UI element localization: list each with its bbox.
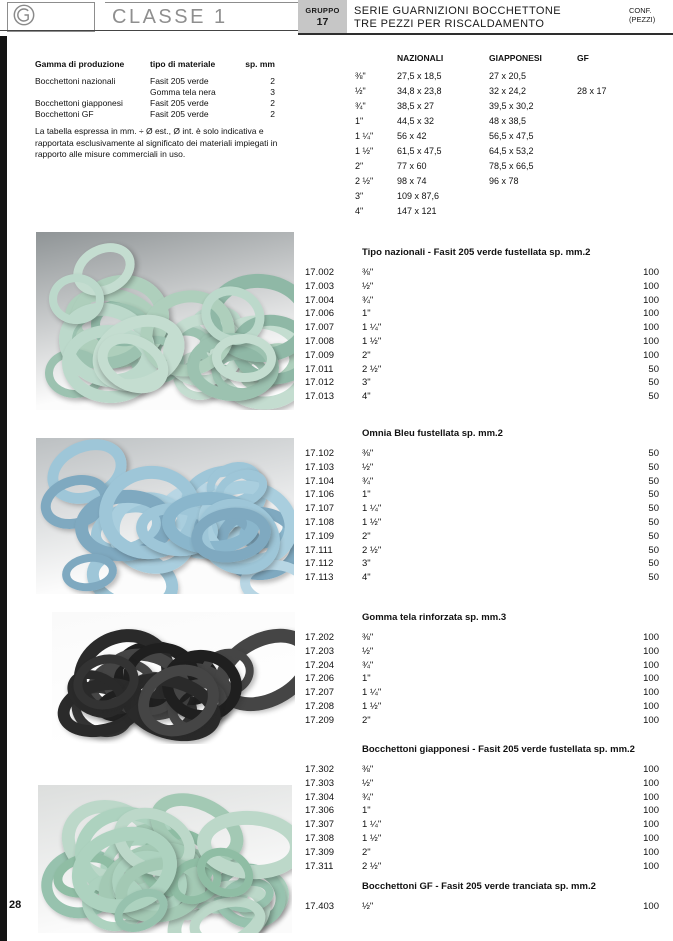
dimensions-table-header — [345, 52, 663, 64]
product-size: 1" — [362, 805, 371, 817]
product-qty: 100 — [643, 659, 659, 671]
dimensions-table-rows — [345, 69, 663, 219]
header-rule-left — [0, 30, 298, 31]
dimension-row — [345, 99, 663, 114]
product-code: 17.006 — [305, 308, 335, 320]
product-code: 17.306 — [305, 805, 335, 817]
production-row — [35, 76, 275, 87]
product-qty: 100 — [643, 819, 659, 831]
dimension-row — [345, 204, 663, 219]
product-code: 17.206 — [305, 673, 335, 685]
col-gf: GF — [577, 53, 589, 63]
product-row — [305, 530, 659, 544]
product-photo-gomma-nera — [52, 612, 295, 744]
product-qty: 100 — [643, 901, 659, 912]
col-tipo-di-materiale: tipo di materiale — [150, 59, 216, 69]
product-size: ½" — [362, 280, 374, 292]
section-rows — [305, 447, 659, 585]
dim-giapponesi: 96 x 78 — [489, 176, 519, 186]
dimension-row — [345, 114, 663, 129]
dim-size: ⅜" — [355, 71, 366, 81]
product-size: ½" — [362, 645, 374, 657]
dim-size: 2 ½" — [355, 176, 374, 186]
dim-nazionali: 77 x 60 — [397, 161, 427, 171]
production-sp: 2 — [270, 76, 275, 86]
product-qty: 50 — [648, 530, 659, 542]
section-title: Gomma tela rinforzata sp. mm.3 — [362, 612, 507, 623]
production-row — [35, 98, 275, 109]
product-code: 17.007 — [305, 322, 335, 334]
production-materiale: Fasit 205 verde — [150, 76, 209, 86]
product-code: 17.009 — [305, 349, 335, 361]
dim-giapponesi: 27 x 20,5 — [489, 71, 527, 81]
product-size: 1 ½" — [362, 335, 382, 347]
section-title: Bocchettoni giapponesi - Fasit 205 verde fustellata sp. mm.2 — [362, 744, 635, 755]
product-row — [305, 516, 659, 530]
product-photo-giapponesi-verde — [38, 785, 292, 933]
product-size: 3" — [362, 377, 371, 389]
section-title: Tipo nazionali - Fasit 205 verde fustellata sp. mm.2 — [362, 247, 591, 258]
section-rows — [305, 266, 659, 404]
product-qty: 100 — [643, 645, 659, 657]
product-qty: 100 — [643, 673, 659, 685]
production-materiale: Gomma tela nera — [150, 87, 216, 97]
dim-gf — [577, 189, 637, 204]
product-code: 17.203 — [305, 645, 335, 657]
dim-giapponesi: 56,5 x 47,5 — [489, 131, 534, 141]
production-materiale: Fasit 205 verde — [150, 98, 209, 108]
product-code: 17.106 — [305, 489, 335, 501]
product-qty: 100 — [643, 700, 659, 712]
product-row — [305, 846, 659, 860]
dimension-row — [345, 144, 663, 159]
dimension-row — [345, 159, 663, 174]
product-qty: 100 — [643, 777, 659, 789]
table-note: La tabella espressa in mm. ÷ Ø est., Ø int. è solo indicativa e rapportata esclusivamente al significato dei materiali impiegati in rapporto alle misure commerciali in uso. — [35, 126, 278, 159]
product-row — [305, 544, 659, 558]
product-row — [305, 307, 659, 321]
product-size: ⅜" — [362, 267, 374, 278]
product-qty: 100 — [643, 687, 659, 699]
product-size: 1 ¼" — [362, 322, 382, 334]
product-code: 17.307 — [305, 819, 335, 831]
product-row — [305, 777, 659, 791]
gruppo-number: 17 — [316, 16, 329, 28]
product-size: 2 ½" — [362, 363, 382, 375]
section-title: Bocchettoni GF - Fasit 205 verde tranciata sp. mm.2 — [362, 881, 596, 892]
section-rows — [305, 900, 659, 914]
product-size: 1" — [362, 308, 371, 320]
production-sp: 3 — [270, 87, 275, 97]
dim-giapponesi: 78,5 x 66,5 — [489, 161, 534, 171]
dim-nazionali: 27,5 x 18,5 — [397, 71, 442, 81]
dimension-row — [345, 84, 663, 99]
product-code: 17.107 — [305, 503, 335, 515]
product-qty: 100 — [643, 846, 659, 858]
product-row — [305, 900, 659, 914]
product-qty: 100 — [643, 308, 659, 320]
product-qty: 100 — [643, 267, 659, 278]
product-qty: 100 — [643, 632, 659, 643]
product-photo-omnia-bleu — [36, 438, 294, 594]
product-qty: 100 — [643, 860, 659, 872]
production-sp: 2 — [270, 109, 275, 119]
dim-gf — [577, 204, 637, 219]
product-size: 2" — [362, 714, 371, 726]
product-code: 17.002 — [305, 267, 335, 278]
gruppo-badge — [298, 0, 347, 33]
product-code: 17.103 — [305, 461, 335, 473]
product-size: 2 ½" — [362, 544, 382, 556]
dim-giapponesi: 64,5 x 53,2 — [489, 146, 534, 156]
gasket-ring — [49, 274, 104, 324]
company-logo-icon — [12, 3, 36, 32]
product-code: 17.112 — [305, 558, 334, 570]
dim-nazionali: 56 x 42 — [397, 131, 427, 141]
product-qty: 50 — [648, 377, 659, 389]
gruppo-label: GRUPPO — [305, 6, 340, 15]
product-section-giapponesi — [305, 744, 659, 873]
product-code: 17.109 — [305, 530, 335, 542]
product-code: 17.303 — [305, 777, 335, 789]
production-gamma — [35, 87, 150, 98]
product-size: ⅜" — [362, 632, 374, 643]
product-qty: 100 — [643, 805, 659, 817]
dim-size: ¾" — [355, 101, 366, 111]
product-size: 1" — [362, 489, 371, 501]
production-materiale: Fasit 205 verde — [150, 109, 209, 119]
series-title-line1: SERIE GUARNIZIONI BOCCHETTONE — [354, 5, 561, 17]
product-qty: 50 — [648, 363, 659, 375]
company-logo — [7, 2, 95, 32]
product-row — [305, 447, 659, 461]
product-code: 17.302 — [305, 764, 335, 775]
series-title-line2: TRE PEZZI PER RISCALDAMENTO — [354, 18, 545, 30]
product-row — [305, 363, 659, 377]
dim-nazionali: 34,8 x 23,8 — [397, 86, 442, 96]
dimensions-table — [345, 52, 663, 219]
section-rows — [305, 631, 659, 728]
product-qty: 50 — [648, 516, 659, 528]
product-size: 1 ½" — [362, 516, 382, 528]
product-qty: 50 — [648, 489, 659, 501]
product-qty: 100 — [643, 764, 659, 775]
product-qty: 50 — [648, 503, 659, 515]
product-section-nazionali — [305, 247, 659, 404]
product-row — [305, 376, 659, 390]
product-size: 2" — [362, 349, 371, 361]
product-row — [305, 488, 659, 502]
production-gamma: Bocchettoni nazionali — [35, 76, 116, 86]
product-size: 2" — [362, 846, 371, 858]
product-qty: 50 — [648, 461, 659, 473]
product-size: 1 ¼" — [362, 503, 382, 515]
product-row — [305, 266, 659, 280]
product-qty: 100 — [643, 322, 659, 334]
product-row — [305, 335, 659, 349]
section-title: Omnia Bleu fustellata sp. mm.2 — [362, 428, 503, 439]
product-code: 17.207 — [305, 687, 335, 699]
dim-nazionali: 109 x 87,6 — [397, 191, 440, 201]
series-title — [354, 5, 561, 31]
col-giapponesi: GIAPPONESI — [489, 53, 542, 63]
product-code: 17.204 — [305, 659, 335, 671]
dim-gf — [577, 144, 637, 159]
product-code: 17.104 — [305, 475, 335, 487]
product-code: 17.309 — [305, 846, 335, 858]
product-size: 1 ½" — [362, 832, 382, 844]
dimension-row — [345, 129, 663, 144]
dim-size: 1 ¼" — [355, 131, 374, 141]
dim-gf — [577, 129, 637, 144]
product-size: ½" — [362, 901, 374, 912]
product-row — [305, 502, 659, 516]
product-qty: 100 — [643, 714, 659, 726]
conf-header-line1: CONF. — [629, 6, 652, 15]
dim-gf — [577, 99, 637, 114]
product-qty: 100 — [643, 280, 659, 292]
product-photo-nazionali-verde — [36, 232, 294, 410]
product-row — [305, 645, 659, 659]
product-qty: 100 — [643, 335, 659, 347]
dim-giapponesi: 32 x 24,2 — [489, 86, 527, 96]
product-size: ⅜" — [362, 448, 374, 459]
product-row — [305, 686, 659, 700]
dim-size: 2" — [355, 161, 364, 171]
product-qty: 50 — [648, 475, 659, 487]
dimension-row — [345, 69, 663, 84]
product-row — [305, 631, 659, 645]
product-row — [305, 672, 659, 686]
dim-nazionali: 147 x 121 — [397, 206, 437, 216]
product-row — [305, 832, 659, 846]
product-row — [305, 349, 659, 363]
product-qty: 50 — [648, 558, 659, 570]
production-gamma: Bocchettoni GF — [35, 109, 94, 119]
product-size: ¾" — [362, 791, 374, 803]
product-size: 2" — [362, 530, 371, 542]
col-gamma-di-produzione: Gamma di produzione — [35, 59, 125, 69]
section-rows — [305, 763, 659, 873]
product-section-omnia-bleu — [305, 428, 659, 585]
product-code: 17.208 — [305, 700, 335, 712]
product-qty: 100 — [643, 294, 659, 306]
dimension-row — [345, 189, 663, 204]
col-nazionali: NAZIONALI — [397, 53, 444, 63]
production-row — [35, 87, 275, 98]
product-row — [305, 571, 659, 585]
product-code: 17.311 — [305, 860, 334, 872]
production-table — [35, 58, 275, 120]
dim-size: 3" — [355, 191, 364, 201]
page-number: 28 — [9, 899, 22, 911]
dim-gf — [577, 69, 637, 84]
dim-gf — [577, 114, 637, 129]
dim-nazionali: 61,5 x 47,5 — [397, 146, 442, 156]
dim-giapponesi — [489, 204, 577, 219]
header-rule-right — [298, 33, 673, 35]
product-code: 17.209 — [305, 714, 335, 726]
product-row — [305, 714, 659, 728]
dim-size: 1 ½" — [355, 146, 374, 156]
product-code: 17.403 — [305, 901, 335, 912]
product-code: 17.304 — [305, 791, 335, 803]
product-row — [305, 763, 659, 777]
product-row — [305, 818, 659, 832]
dim-gf — [577, 159, 637, 174]
product-code: 17.111 — [305, 544, 333, 556]
product-row — [305, 294, 659, 308]
product-code: 17.013 — [305, 391, 335, 403]
product-code: 17.011 — [305, 363, 334, 375]
product-qty: 50 — [648, 448, 659, 459]
product-row — [305, 280, 659, 294]
production-row — [35, 109, 275, 120]
dim-nazionali: 44,5 x 32 — [397, 116, 435, 126]
production-table-header — [35, 58, 275, 70]
product-row — [305, 659, 659, 673]
product-code: 17.108 — [305, 516, 335, 528]
product-section-gomma-tela — [305, 612, 659, 728]
product-size: 4" — [362, 391, 371, 403]
col-size-spacer — [345, 52, 397, 64]
production-sp: 2 — [270, 98, 275, 108]
product-row — [305, 475, 659, 489]
product-code: 17.003 — [305, 280, 335, 292]
product-code: 17.202 — [305, 632, 335, 643]
product-qty: 100 — [643, 832, 659, 844]
product-row — [305, 321, 659, 335]
product-size: ½" — [362, 777, 374, 789]
product-size: ¾" — [362, 659, 374, 671]
dim-gf: 28 x 17 — [577, 86, 607, 96]
product-qty: 100 — [643, 791, 659, 803]
dim-nazionali: 38,5 x 27 — [397, 101, 435, 111]
product-qty: 50 — [648, 572, 659, 584]
dim-giapponesi — [489, 189, 577, 204]
product-size: ¾" — [362, 294, 374, 306]
left-edge-bar — [0, 36, 7, 941]
product-code: 17.012 — [305, 377, 335, 389]
product-row — [305, 700, 659, 714]
product-size: 1 ½" — [362, 700, 382, 712]
product-size: ½" — [362, 461, 374, 473]
dim-giapponesi: 39,5 x 30,2 — [489, 101, 534, 111]
product-size: ⅜" — [362, 764, 374, 775]
product-row — [305, 557, 659, 571]
product-row — [305, 804, 659, 818]
product-row — [305, 390, 659, 404]
product-size: 1 ¼" — [362, 687, 382, 699]
dim-gf — [577, 174, 637, 189]
col-sp-mm: sp. mm — [245, 59, 275, 69]
product-code: 17.102 — [305, 448, 335, 459]
product-code: 17.004 — [305, 294, 335, 306]
product-qty: 100 — [643, 349, 659, 361]
product-row — [305, 461, 659, 475]
product-qty: 50 — [648, 391, 659, 403]
product-size: 2 ½" — [362, 860, 382, 872]
product-code: 17.113 — [305, 572, 334, 584]
conf-header-line2: (PEZZI) — [629, 15, 656, 24]
dim-size: 4" — [355, 206, 364, 216]
product-qty: 50 — [648, 544, 659, 556]
product-code: 17.308 — [305, 832, 335, 844]
product-row — [305, 791, 659, 805]
dim-size: ½" — [355, 86, 366, 96]
conf-header — [629, 6, 655, 24]
product-size: 1 ¼" — [362, 819, 382, 831]
dim-size: 1" — [355, 116, 364, 126]
production-gamma: Bocchettoni giapponesi — [35, 98, 123, 108]
dimension-row — [345, 174, 663, 189]
product-size: ¾" — [362, 475, 374, 487]
product-section-gf — [305, 881, 659, 914]
dim-giapponesi: 48 x 38,5 — [489, 116, 527, 126]
product-row — [305, 860, 659, 874]
header-rule-top — [105, 2, 298, 3]
dim-nazionali: 98 x 74 — [397, 176, 427, 186]
product-code: 17.008 — [305, 335, 335, 347]
product-size: 4" — [362, 572, 371, 584]
product-size: 1" — [362, 673, 371, 685]
production-table-rows — [35, 76, 275, 120]
classe-title: CLASSE 1 — [112, 6, 228, 28]
product-size: 3" — [362, 558, 371, 570]
